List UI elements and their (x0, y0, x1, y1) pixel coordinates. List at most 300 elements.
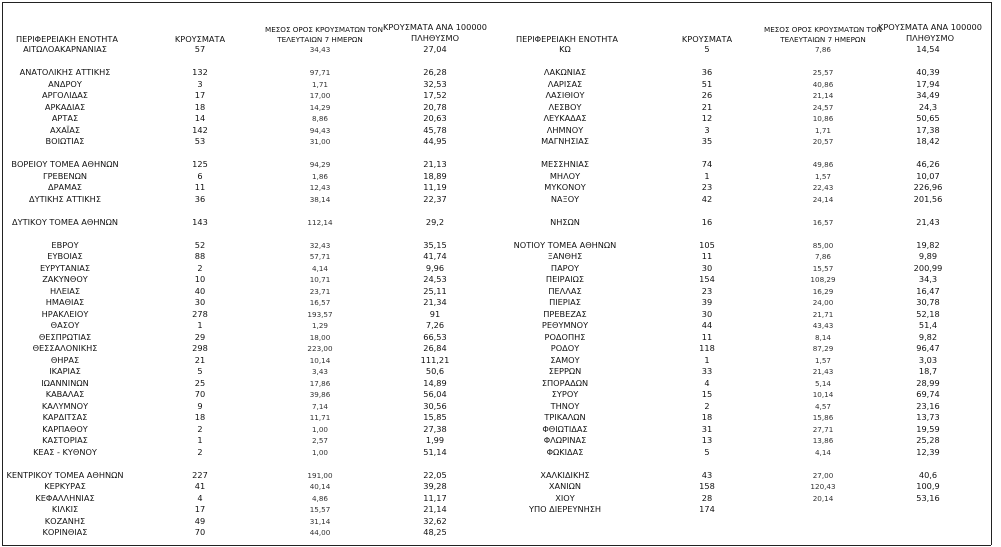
avg-7day-cell: 191,00 (307, 470, 333, 480)
cases-cell: 23 (701, 182, 713, 192)
table-row (0, 67, 1001, 78)
avg-7day-cell: 3,43 (311, 367, 328, 376)
cases-cell: 3 (197, 78, 203, 89)
cases-cell: 74 (701, 159, 713, 169)
avg-7day-cell: 21,43 (812, 367, 834, 376)
region-cell: ΝΟΤΙΟΥ ΤΟΜΕΑ ΑΘΗΝΩΝ (513, 239, 617, 250)
avg-7day-cell: 25,57 (812, 68, 834, 77)
header-cases-left: ΚΡΟΥΣΜΑΤΑ (174, 34, 226, 44)
cases-cell: 5 (197, 366, 203, 376)
per100k-cell: 15,85 (423, 412, 447, 422)
table-row (0, 424, 1001, 435)
cases-cell: 28 (701, 492, 713, 503)
cases-cell: 5 (704, 44, 710, 54)
per100k-cell: 14,54 (916, 44, 940, 54)
region-cell: ΚΕΡΚΥΡΑΣ (44, 481, 86, 491)
region-cell: ΧΙΟΥ (555, 492, 575, 503)
avg-7day-cell: 27,71 (812, 424, 834, 434)
region-cell: ΥΠΟ ΔΙΕΡΕΥΝΗΣΗ (528, 504, 602, 514)
cases-cell: 2 (704, 400, 710, 411)
per100k-cell: 48,25 (423, 527, 447, 537)
per100k-cell: 21,14 (423, 504, 447, 514)
cases-cell: 31 (701, 423, 713, 434)
per100k-cell: 69,74 (916, 389, 940, 399)
avg-7day-cell: 24,14 (812, 194, 834, 204)
cases-cell: 11 (194, 182, 206, 192)
table-row (0, 343, 1001, 354)
table-row (0, 125, 1001, 136)
avg-7day-cell: 24,57 (812, 102, 834, 112)
per100k-cell: 16,47 (916, 285, 940, 296)
avg-7day-cell: 1,57 (814, 171, 831, 181)
cases-cell: 35 (701, 136, 713, 146)
avg-7day-cell: 57,71 (309, 252, 331, 261)
avg-7day-cell: 1,71 (814, 125, 831, 135)
cases-cell: 36 (194, 193, 206, 204)
region-cell: ΤΗΝΟΥ (550, 400, 580, 411)
cases-cell: 30 (701, 308, 713, 319)
cases-cell: 23 (701, 285, 713, 296)
header-avg-left-1: ΜΕΣΟΣ ΟΡΟΣ ΚΡΟΥΣΜΑΤΩΝ ΤΟΝ (265, 25, 383, 34)
avg-7day-cell: 1,57 (814, 355, 831, 365)
cases-cell: 21 (701, 101, 713, 112)
avg-7day-cell: 1,86 (311, 171, 328, 181)
per100k-cell: 23,16 (916, 400, 940, 411)
header-avg-right-1: ΜΕΣΟΣ ΟΡΟΣ ΚΡΟΥΣΜΑΤΩΝ ΤΟΝ (764, 25, 882, 34)
table-bottom-border (2, 545, 991, 546)
cases-cell: 1 (704, 354, 710, 365)
cases-cell: 3 (704, 124, 710, 135)
region-cell: ΚΟΡΙΝΘΙΑΣ (42, 527, 88, 537)
region-cell: ΖΑΚΥΝΘΟΥ (42, 274, 88, 284)
cases-cell: 2 (197, 423, 203, 434)
per100k-cell: 200,99 (913, 262, 943, 273)
cases-cell: 158 (699, 481, 715, 491)
avg-7day-cell: 20,57 (812, 137, 834, 146)
cases-cell: 2 (197, 262, 203, 273)
per100k-cell: 7,26 (425, 320, 445, 330)
region-cell: ΧΑΛΚΙΔΙΚΗΣ (540, 469, 590, 480)
per100k-cell: 51,4 (918, 320, 938, 330)
avg-7day-cell: 4,57 (814, 401, 831, 411)
region-cell: ΣΑΜΟΥ (550, 354, 580, 365)
avg-7day-cell: 20,14 (812, 493, 834, 503)
table-row (0, 435, 1001, 446)
avg-7day-cell: 4,14 (311, 263, 328, 273)
avg-7day-cell: 32,43 (309, 240, 331, 250)
cases-cell: 105 (699, 239, 715, 250)
per100k-cell: 35,15 (423, 239, 447, 250)
region-cell: ΘΕΣΣΑΛΟΝΙΚΗΣ (32, 343, 98, 353)
region-cell: ΚΙΛΚΙΣ (51, 504, 79, 514)
avg-7day-cell: 97,71 (309, 68, 331, 77)
avg-7day-cell: 2,57 (311, 436, 328, 445)
per100k-cell: 11,19 (423, 182, 447, 192)
cases-cell: 18 (701, 412, 713, 422)
region-cell: ΒΟΡΕΙΟΥ ΤΟΜΕΑ ΑΘΗΝΩΝ (11, 159, 119, 169)
cases-cell: 5 (704, 446, 710, 457)
cases-cell: 52 (194, 239, 206, 250)
region-cell: ΠΕΙΡΑΙΩΣ (545, 274, 585, 284)
region-cell: ΚΕΦΑΛΛΗΝΙΑΣ (35, 492, 95, 503)
region-cell: ΚΕΝΤΡΙΚΟΥ ΤΟΜΕΑ ΑΘΗΝΩΝ (6, 469, 124, 480)
per100k-cell: 46,26 (916, 159, 940, 169)
per100k-cell: 27,38 (423, 423, 447, 434)
region-cell: ΣΕΡΡΩΝ (548, 366, 582, 376)
region-cell: ΑΡΚΑΔΙΑΣ (44, 101, 86, 112)
per100k-cell: 13,73 (916, 412, 940, 422)
region-cell: ΝΑΞΟΥ (550, 193, 580, 204)
table-row (0, 113, 1001, 124)
region-cell: ΞΑΝΘΗΣ (547, 251, 583, 261)
avg-7day-cell: 7,86 (814, 45, 831, 54)
cases-cell: 132 (192, 67, 208, 77)
cases-cell: 43 (701, 469, 713, 480)
cases-cell: 42 (701, 193, 713, 204)
table-row (0, 171, 1001, 182)
cases-cell: 30 (701, 262, 713, 273)
table-row (0, 401, 1001, 412)
table-row (0, 355, 1001, 366)
avg-7day-cell: 21,14 (812, 91, 834, 100)
per100k-cell: 25,28 (916, 435, 940, 445)
region-cell: ΗΜΑΘΙΑΣ (45, 297, 85, 307)
avg-7day-cell: 27,00 (812, 470, 834, 480)
table-row (0, 297, 1001, 308)
per100k-cell: 20,63 (423, 113, 447, 123)
cases-cell: 278 (192, 308, 208, 319)
avg-7day-cell: 24,00 (812, 298, 834, 307)
region-cell: ΡΟΔΟΥ (550, 343, 580, 353)
region-cell: ΧΑΝΙΩΝ (548, 481, 582, 491)
header-region-right: ΠΕΡΙΦΕΡΕΙΑΚΗ ΕΝΟΤΗΤΑ (515, 34, 619, 44)
per100k-cell: 19,82 (916, 239, 940, 250)
table-row (0, 320, 1001, 331)
region-cell: ΚΟΖΑΝΗΣ (44, 515, 86, 526)
per100k-cell: 21,34 (423, 297, 447, 307)
header-avg-right-2: ΤΕΛΕΥΤΑΙΩΝ 7 ΗΜΕΡΩΝ (780, 35, 866, 44)
per100k-cell: 91 (429, 308, 441, 319)
cases-cell: 40 (194, 285, 206, 296)
table-row (0, 516, 1001, 527)
per100k-cell: 40,39 (916, 67, 940, 77)
per100k-cell: 9,89 (918, 251, 938, 261)
avg-7day-cell: 4,14 (814, 447, 831, 457)
per100k-cell: 66,53 (423, 331, 447, 342)
per100k-cell: 50,6 (425, 366, 445, 376)
avg-7day-cell: 8,14 (814, 332, 831, 342)
per100k-cell: 18,42 (916, 136, 940, 146)
per100k-cell: 52,18 (916, 308, 940, 319)
region-cell: ΜΑΓΝΗΣΙΑΣ (541, 136, 589, 146)
per100k-cell: 12,39 (916, 446, 940, 457)
avg-7day-cell: 18,00 (309, 332, 331, 342)
region-cell: ΚΕΑΣ - ΚΥΘΝΟΥ (33, 446, 97, 457)
region-cell: ΕΒΡΟΥ (51, 239, 79, 250)
region-cell: ΣΥΡΟΥ (551, 389, 579, 399)
per100k-cell: 50,65 (916, 113, 940, 123)
per100k-cell: 27,04 (423, 44, 447, 54)
region-cell: ΚΩ (559, 44, 571, 54)
cases-cell: 39 (701, 297, 713, 307)
region-cell: ΦΛΩΡΙΝΑΣ (543, 435, 587, 445)
region-cell: ΦΩΚΙΔΑΣ (546, 446, 584, 457)
cases-cell: 30 (194, 297, 206, 307)
per100k-cell: 20,78 (423, 101, 447, 112)
table-top-border (2, 2, 991, 3)
region-cell: ΚΑΛΥΜΝΟΥ (41, 400, 89, 411)
table-row (0, 136, 1001, 147)
avg-7day-cell: 17,00 (309, 91, 331, 100)
region-cell: ΘΑΣΟΥ (50, 320, 80, 330)
cases-cell: 25 (194, 377, 206, 388)
region-cell: ΗΛΕΙΑΣ (49, 285, 81, 296)
per100k-cell: 53,16 (916, 492, 940, 503)
avg-7day-cell: 8,86 (311, 114, 328, 123)
cases-cell: 125 (192, 159, 208, 169)
per100k-cell: 30,78 (916, 297, 940, 307)
cases-cell: 26 (701, 90, 713, 100)
cases-cell: 1 (197, 435, 203, 445)
cases-cell: 21 (194, 354, 206, 365)
per100k-cell: 24,53 (423, 274, 447, 284)
avg-7day-cell: 13,86 (812, 436, 834, 445)
avg-7day-cell: 15,57 (309, 505, 331, 514)
avg-7day-cell: 7,86 (814, 252, 831, 261)
cases-cell: 154 (699, 274, 715, 284)
region-cell: ΜΕΣΣΗΝΙΑΣ (540, 159, 590, 169)
cases-cell: 41 (194, 481, 206, 491)
per100k-cell: 56,04 (423, 389, 447, 399)
avg-7day-cell: 193,57 (307, 309, 333, 319)
per100k-cell: 26,28 (423, 67, 447, 77)
region-cell: ΕΥΒΟΙΑΣ (47, 251, 83, 261)
cases-cell: 10 (194, 274, 206, 284)
region-cell: ΙΚΑΡΙΑΣ (49, 366, 81, 376)
per100k-cell: 96,47 (916, 343, 940, 353)
cases-cell: 1 (704, 170, 710, 181)
avg-7day-cell: 15,86 (812, 413, 834, 422)
avg-7day-cell: 108,29 (810, 275, 836, 284)
region-cell: ΘΕΣΠΡΩΤΙΑΣ (38, 331, 92, 342)
per100k-cell: 10,07 (916, 170, 940, 181)
header-per100k-left-1: ΚΡΟΥΣΜΑΤΑ ΑΝΑ 100000 (383, 22, 487, 32)
table-row (0, 44, 1001, 55)
region-cell: ΗΡΑΚΛΕΙΟΥ (41, 308, 89, 319)
per100k-cell: 26,84 (423, 343, 447, 353)
region-cell: ΑΝΑΤΟΛΙΚΗΣ ΑΤΤΙΚΗΣ (19, 67, 111, 77)
avg-7day-cell: 5,14 (814, 378, 831, 388)
table-row (0, 493, 1001, 504)
table-row (0, 470, 1001, 481)
avg-7day-cell: 223,00 (307, 344, 333, 353)
region-cell: ΡΟΔΟΠΗΣ (544, 331, 586, 342)
cases-cell: 11 (701, 251, 713, 261)
cases-cell: 143 (192, 216, 208, 227)
header-per100k-right-1: ΚΡΟΥΣΜΑΤΑ ΑΝΑ 100000 (878, 22, 982, 32)
avg-7day-cell: 1,00 (311, 447, 328, 457)
table-row (0, 182, 1001, 193)
avg-7day-cell: 94,29 (309, 160, 331, 169)
region-cell: ΛΑΣΙΘΙΟΥ (545, 90, 585, 100)
cases-cell: 227 (192, 469, 208, 480)
per100k-cell: 32,53 (423, 78, 447, 89)
region-cell: ΚΑΣΤΟΡΙΑΣ (42, 435, 88, 445)
cases-cell: 29 (194, 331, 206, 342)
per100k-cell: 3,03 (918, 354, 938, 365)
region-cell: ΓΡΕΒΕΝΩΝ (43, 170, 87, 181)
avg-7day-cell: 10,14 (812, 390, 834, 399)
per100k-cell: 21,43 (916, 216, 940, 227)
cases-cell: 118 (699, 343, 715, 353)
avg-7day-cell: 85,00 (812, 240, 834, 250)
avg-7day-cell: 15,57 (812, 263, 834, 273)
avg-7day-cell: 43,43 (812, 321, 834, 330)
table-row (0, 194, 1001, 205)
region-cell: ΑΡΤΑΣ (51, 113, 79, 123)
table-row (0, 102, 1001, 113)
region-cell: ΛΗΜΝΟΥ (546, 124, 584, 135)
region-cell: ΜΥΚΟΝΟΥ (544, 182, 586, 192)
table-row (0, 332, 1001, 343)
region-cell: ΣΠΟΡΑΔΩΝ (541, 377, 589, 388)
table-row (0, 251, 1001, 262)
avg-7day-cell: 94,43 (309, 125, 331, 135)
avg-7day-cell: 16,57 (309, 298, 331, 307)
region-cell: ΚΑΒΑΛΑΣ (45, 389, 85, 399)
region-cell: ΑΙΤΩΛΟΑΚΑΡΝΑΝΙΑΣ (23, 44, 107, 54)
per100k-cell: 44,95 (423, 136, 447, 146)
table-row (0, 481, 1001, 492)
per100k-cell: 25,11 (423, 285, 447, 296)
region-cell: ΙΩΑΝΝΙΝΩΝ (41, 377, 89, 388)
per100k-cell: 9,82 (918, 331, 938, 342)
region-cell: ΚΑΡΠΑΘΟΥ (42, 423, 88, 434)
region-cell: ΠΑΡΟΥ (550, 262, 580, 273)
avg-7day-cell: 40,86 (812, 79, 834, 89)
per100k-cell: 19,59 (916, 423, 940, 434)
avg-7day-cell: 1,71 (311, 79, 328, 89)
avg-7day-cell: 38,14 (309, 194, 331, 204)
per100k-cell: 45,78 (423, 124, 447, 135)
avg-7day-cell: 12,43 (309, 183, 331, 192)
region-cell: ΕΥΡΥΤΑΝΙΑΣ (39, 262, 91, 273)
cases-cell: 14 (194, 113, 206, 123)
cases-cell: 13 (701, 435, 713, 445)
avg-7day-cell: 10,86 (812, 114, 834, 123)
region-cell: ΔΡΑΜΑΣ (48, 182, 82, 192)
cases-cell: 9 (197, 400, 203, 411)
per100k-cell: 32,62 (423, 515, 447, 526)
avg-7day-cell: 16,57 (812, 217, 834, 227)
avg-7day-cell: 87,29 (812, 344, 834, 353)
cases-cell: 298 (192, 343, 208, 353)
avg-7day-cell: 31,00 (309, 137, 331, 146)
region-cell: ΤΡΙΚΑΛΩΝ (544, 412, 586, 422)
per100k-cell: 22,05 (423, 469, 447, 480)
per100k-cell: 24,3 (918, 101, 938, 112)
avg-7day-cell: 34,43 (309, 45, 331, 54)
table-row (0, 527, 1001, 538)
cases-cell: 17 (194, 504, 206, 514)
cases-cell: 70 (194, 527, 206, 537)
region-cell: ΛΕΥΚΑΔΑΣ (543, 113, 587, 123)
per100k-cell: 22,37 (423, 193, 447, 204)
per100k-cell: 34,49 (916, 90, 940, 100)
avg-7day-cell: 120,43 (810, 482, 836, 491)
table-row (0, 263, 1001, 274)
table-row (0, 274, 1001, 285)
avg-7day-cell: 112,14 (307, 217, 333, 227)
per100k-cell: 18,89 (423, 170, 447, 181)
table-row (0, 504, 1001, 515)
table-row (0, 90, 1001, 101)
per100k-cell: 1,99 (425, 435, 445, 445)
table-row (0, 286, 1001, 297)
per100k-cell: 100,9 (916, 481, 940, 491)
header-avg-left-2: ΤΕΛΕΥΤΑΙΩΝ 7 ΗΜΕΡΩΝ (277, 35, 363, 44)
cases-cell: 12 (701, 113, 713, 123)
cases-cell: 17 (194, 90, 206, 100)
per100k-cell: 39,28 (423, 481, 447, 491)
avg-7day-cell: 39,86 (309, 390, 331, 399)
per100k-cell: 14,89 (423, 377, 447, 388)
per100k-cell: 51,14 (423, 446, 447, 457)
region-cell: ΝΗΣΩΝ (550, 216, 580, 227)
avg-7day-cell: 23,71 (309, 286, 331, 296)
cases-cell: 70 (194, 389, 206, 399)
region-cell: ΠΙΕΡΙΑΣ (549, 297, 581, 307)
cases-cell: 15 (701, 389, 713, 399)
region-cell: ΜΗΛΟΥ (549, 170, 581, 181)
table-row (0, 217, 1001, 228)
per100k-cell: 34,3 (918, 274, 938, 284)
cases-cell: 53 (194, 136, 206, 146)
avg-7day-cell: 1,29 (311, 321, 328, 330)
per100k-cell: 11,17 (423, 492, 447, 503)
cases-cell: 88 (194, 251, 206, 261)
avg-7day-cell: 4,86 (311, 493, 328, 503)
region-cell: ΑΡΓΟΛΙΔΑΣ (42, 90, 88, 100)
region-cell: ΚΑΡΔΙΤΣΑΣ (42, 412, 88, 422)
region-cell: ΑΝΔΡΟΥ (48, 78, 82, 89)
per100k-cell: 29,2 (425, 216, 445, 227)
table-row (0, 378, 1001, 389)
avg-7day-cell: 21,71 (812, 309, 834, 319)
per100k-cell: 17,38 (916, 124, 940, 135)
table-row (0, 159, 1001, 170)
table-row (0, 389, 1001, 400)
per100k-cell: 40,6 (918, 469, 938, 480)
cases-cell: 36 (701, 67, 713, 77)
cases-cell: 18 (194, 101, 206, 112)
region-cell: ΛΕΣΒΟΥ (548, 101, 582, 112)
cases-cell: 2 (197, 446, 203, 457)
region-cell: ΛΑΡΙΣΑΣ (547, 78, 583, 89)
region-cell: ΛΑΚΩΝΙΑΣ (543, 67, 587, 77)
per100k-cell: 18,7 (918, 366, 938, 376)
avg-7day-cell: 14,29 (309, 102, 331, 112)
cases-cell: 1 (197, 320, 203, 330)
region-cell: ΒΟΙΩΤΙΑΣ (45, 136, 85, 146)
cases-cell: 11 (701, 331, 713, 342)
avg-7day-cell: 31,14 (309, 516, 331, 526)
per100k-cell: 201,56 (913, 193, 943, 204)
region-cell: ΑΧΑΪΑΣ (50, 124, 80, 135)
table-row (0, 240, 1001, 251)
table-row (0, 309, 1001, 320)
header-per100k-right-2: ΠΛΗΘΥΣΜΟ (905, 33, 955, 43)
